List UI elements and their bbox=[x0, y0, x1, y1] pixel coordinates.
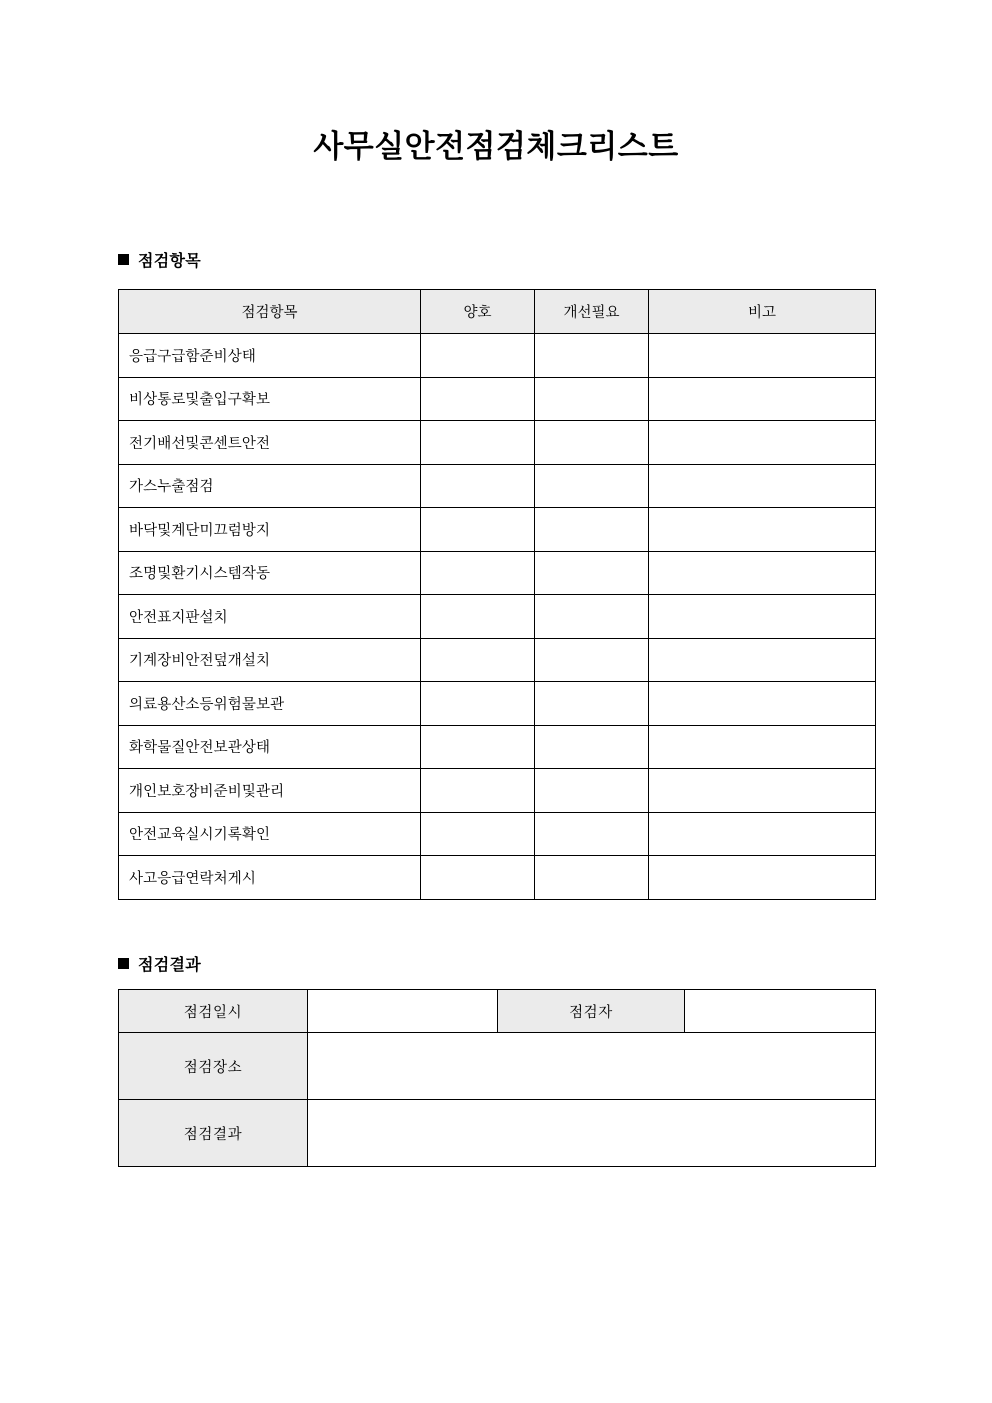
table-row-inspection-location bbox=[119, 1033, 876, 1100]
table-row-inspection-result bbox=[119, 1100, 876, 1167]
section-heading-label: 점검항목 bbox=[138, 253, 202, 270]
cell-needs-improvement-checkbox[interactable] bbox=[535, 334, 649, 378]
cell-item-name: 안전표지판설치 bbox=[119, 595, 421, 639]
field-inspector[interactable] bbox=[685, 990, 876, 1033]
filled-square-icon bbox=[118, 958, 129, 969]
cell-item-name: 가스누출점검 bbox=[119, 464, 421, 508]
cell-good-checkbox[interactable] bbox=[421, 856, 535, 900]
table-row bbox=[119, 856, 876, 900]
inspection-items-table bbox=[118, 289, 876, 900]
cell-item-name: 조명및환기시스템작동 bbox=[119, 551, 421, 595]
cell-item-name: 기계장비안전덮개설치 bbox=[119, 638, 421, 682]
column-header-item: 점검항목 bbox=[119, 290, 421, 334]
table-row bbox=[119, 377, 876, 421]
cell-needs-improvement-checkbox[interactable] bbox=[535, 551, 649, 595]
cell-needs-improvement-checkbox[interactable] bbox=[535, 508, 649, 552]
cell-remarks[interactable] bbox=[649, 421, 876, 465]
cell-remarks[interactable] bbox=[649, 508, 876, 552]
cell-needs-improvement-checkbox[interactable] bbox=[535, 377, 649, 421]
filled-square-icon bbox=[118, 254, 129, 265]
cell-good-checkbox[interactable] bbox=[421, 812, 535, 856]
cell-item-name: 응급구급함준비상태 bbox=[119, 334, 421, 378]
cell-remarks[interactable] bbox=[649, 812, 876, 856]
cell-needs-improvement-checkbox[interactable] bbox=[535, 812, 649, 856]
cell-good-checkbox[interactable] bbox=[421, 725, 535, 769]
column-header-remarks: 비고 bbox=[649, 290, 876, 334]
cell-good-checkbox[interactable] bbox=[421, 638, 535, 682]
cell-remarks[interactable] bbox=[649, 725, 876, 769]
table-row bbox=[119, 682, 876, 726]
cell-item-name: 개인보호장비준비및관리 bbox=[119, 769, 421, 813]
label-inspection-result: 점검결과 bbox=[119, 1100, 308, 1167]
label-inspection-location: 점검장소 bbox=[119, 1033, 308, 1100]
table-row bbox=[119, 421, 876, 465]
cell-remarks[interactable] bbox=[649, 464, 876, 508]
cell-remarks[interactable] bbox=[649, 551, 876, 595]
cell-good-checkbox[interactable] bbox=[421, 551, 535, 595]
table-row bbox=[119, 508, 876, 552]
cell-good-checkbox[interactable] bbox=[421, 334, 535, 378]
table-row bbox=[119, 725, 876, 769]
cell-remarks[interactable] bbox=[649, 334, 876, 378]
cell-needs-improvement-checkbox[interactable] bbox=[535, 856, 649, 900]
cell-good-checkbox[interactable] bbox=[421, 769, 535, 813]
table-row bbox=[119, 464, 876, 508]
cell-needs-improvement-checkbox[interactable] bbox=[535, 421, 649, 465]
section-heading-inspection-items bbox=[118, 248, 201, 271]
field-inspection-result[interactable] bbox=[308, 1100, 876, 1167]
cell-item-name: 비상통로및출입구확보 bbox=[119, 377, 421, 421]
cell-good-checkbox[interactable] bbox=[421, 464, 535, 508]
cell-item-name: 의료용산소등위험물보관 bbox=[119, 682, 421, 726]
section-heading-inspection-results bbox=[118, 952, 201, 975]
cell-remarks[interactable] bbox=[649, 769, 876, 813]
cell-remarks[interactable] bbox=[649, 595, 876, 639]
cell-needs-improvement-checkbox[interactable] bbox=[535, 638, 649, 682]
cell-good-checkbox[interactable] bbox=[421, 595, 535, 639]
table-row bbox=[119, 769, 876, 813]
cell-remarks[interactable] bbox=[649, 638, 876, 682]
cell-needs-improvement-checkbox[interactable] bbox=[535, 682, 649, 726]
table-row bbox=[119, 334, 876, 378]
cell-good-checkbox[interactable] bbox=[421, 377, 535, 421]
field-inspection-location[interactable] bbox=[308, 1033, 876, 1100]
cell-remarks[interactable] bbox=[649, 856, 876, 900]
table-row bbox=[119, 595, 876, 639]
table-row bbox=[119, 551, 876, 595]
cell-needs-improvement-checkbox[interactable] bbox=[535, 595, 649, 639]
cell-remarks[interactable] bbox=[649, 377, 876, 421]
page-title: 사무실안전점검체크리스트 bbox=[313, 129, 679, 164]
cell-good-checkbox[interactable] bbox=[421, 421, 535, 465]
cell-remarks[interactable] bbox=[649, 682, 876, 726]
label-inspector: 점검자 bbox=[498, 990, 685, 1033]
cell-good-checkbox[interactable] bbox=[421, 508, 535, 552]
cell-item-name: 바닥및계단미끄럼방지 bbox=[119, 508, 421, 552]
label-inspection-datetime: 점검일시 bbox=[119, 990, 308, 1033]
table-row bbox=[119, 638, 876, 682]
section-heading-label: 점검결과 bbox=[138, 957, 202, 974]
cell-item-name: 전기배선및콘센트안전 bbox=[119, 421, 421, 465]
table-row-inspection-datetime bbox=[119, 990, 876, 1033]
cell-needs-improvement-checkbox[interactable] bbox=[535, 464, 649, 508]
cell-item-name: 안전교육실시기록확인 bbox=[119, 812, 421, 856]
cell-needs-improvement-checkbox[interactable] bbox=[535, 725, 649, 769]
table-row bbox=[119, 812, 876, 856]
cell-good-checkbox[interactable] bbox=[421, 682, 535, 726]
cell-needs-improvement-checkbox[interactable] bbox=[535, 769, 649, 813]
inspection-results-table bbox=[118, 989, 876, 1167]
cell-item-name: 사고응급연락처게시 bbox=[119, 856, 421, 900]
cell-item-name: 화학물질안전보관상태 bbox=[119, 725, 421, 769]
column-header-good: 양호 bbox=[421, 290, 535, 334]
table-header-row bbox=[119, 290, 876, 334]
field-inspection-datetime[interactable] bbox=[308, 990, 498, 1033]
column-header-needs-improvement: 개선필요 bbox=[535, 290, 649, 334]
